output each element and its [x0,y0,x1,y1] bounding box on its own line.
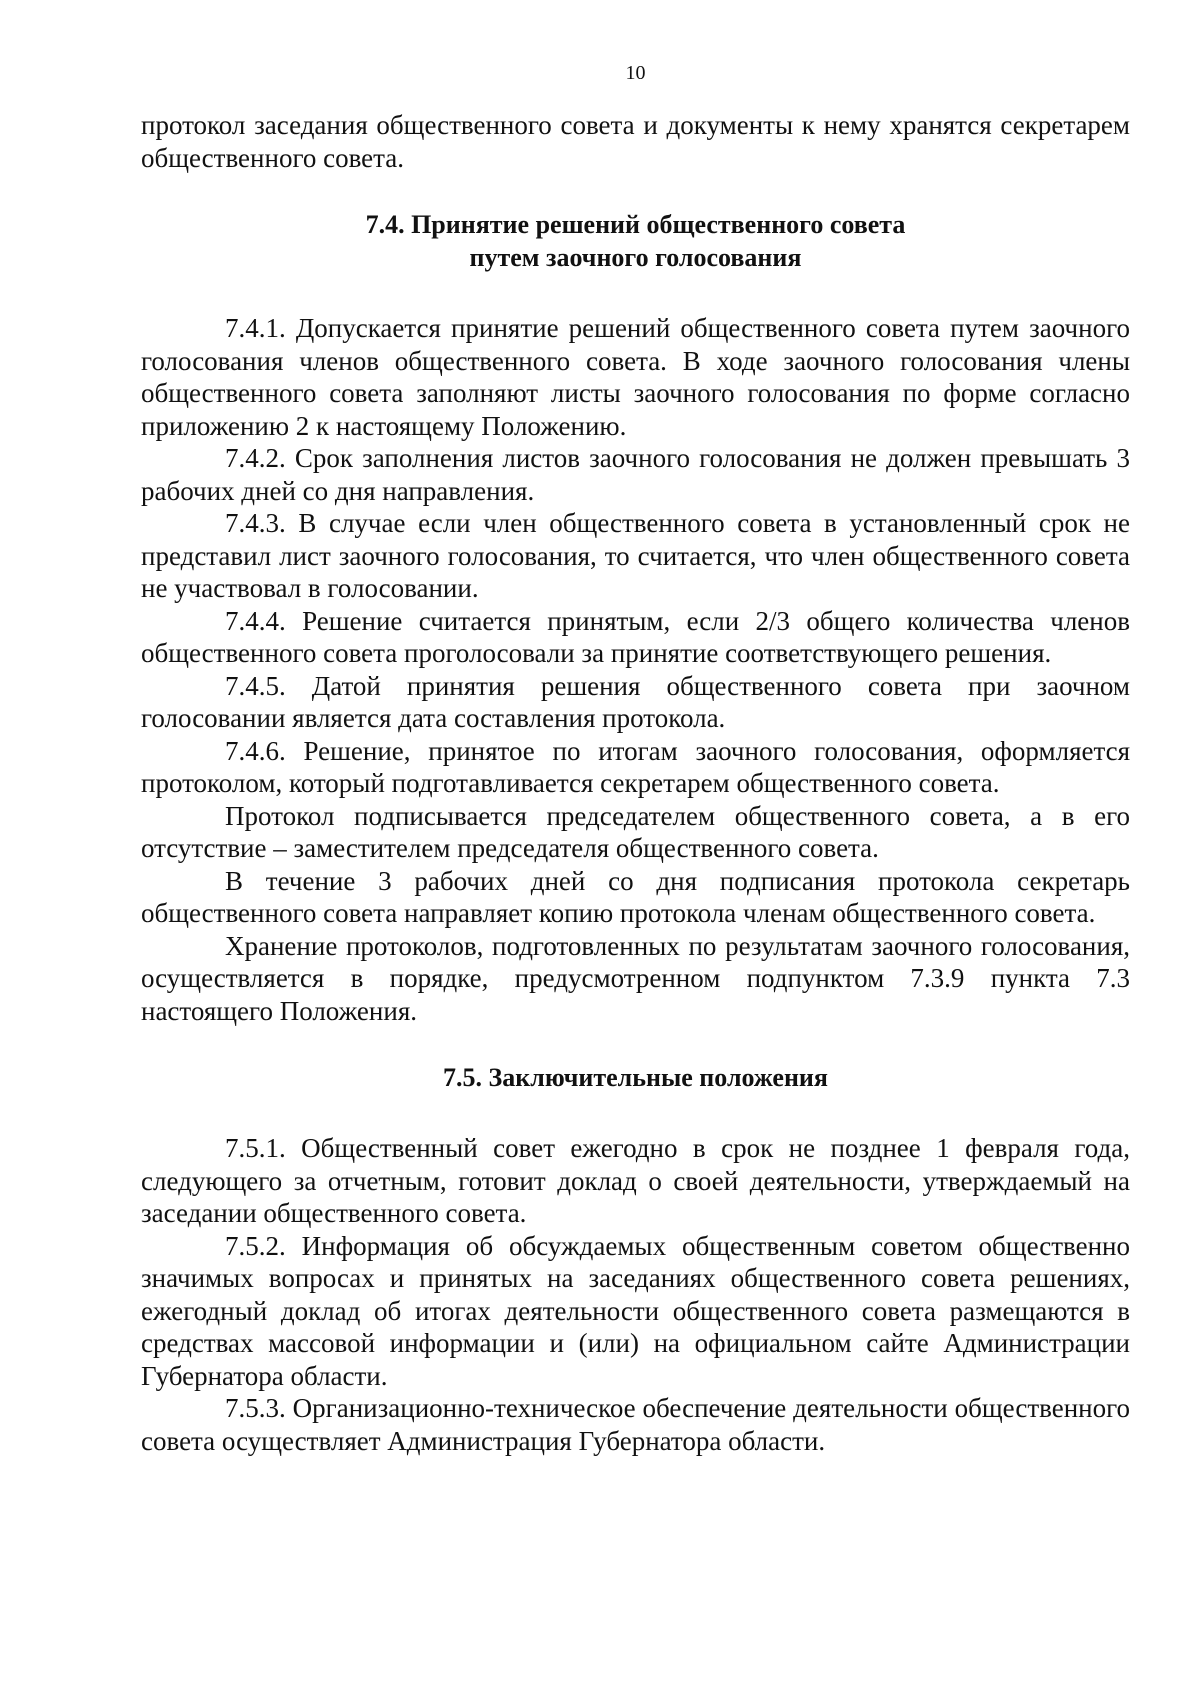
section-7-4-body [141,312,1130,1027]
paragraph-7-4-1: 7.4.1. Допускается принятие решений общественного совета путем заочного голосования членов общественного совета. В ходе заочного голосования члены общественного совета заполняют листы заочного голосования по форме согласно приложению 2 к настоящему Положению. [141,313,1130,441]
section-7-5-body [141,1132,1130,1457]
page-number: 10 [625,62,646,84]
paragraph-7-4-5: 7.4.5. Датой принятия решения общественного совета при заочном голосовании является дата составления протокола. [141,670,1130,733]
paragraph-protocol-copy: В течение 3 рабочих дней со дня подписания протокола секретарь общественного совета направляет копию протокола членам общественного совета. [141,865,1130,928]
paragraph-7-4-6: 7.4.6. Решение, принятое по итогам заочного голосования, оформляется протоколом, который подготавливается секретарем общественного совета. [141,735,1130,798]
paragraph-7-5-2: 7.5.2. Информация об обсуждаемых общественным советом общественно значимых вопросах и принятых на заседаниях общественного совета решениях, ежегодный доклад об итогах деятельности общественного совета размещаются в средствах массовой информации и (или) на официальном сайте Администрации Губернатора области. [141,1230,1130,1391]
paragraph-7-5-3: 7.5.3. Организационно-техническое обеспечение деятельности общественного совета осуществляет Администрация Губернатора области. [141,1393,1130,1456]
section-7-4-heading [141,208,1130,274]
section-7-5-heading: 7.5. Заключительные положения [443,1063,828,1092]
paragraph-7-4-4: 7.4.4. Решение считается принятым, если 2/3 общего количества членов общественного совета проголосовали за принятие соответствующего решения. [141,605,1130,668]
intro-paragraph: протокол заседания общественного совета и документы к нему хранятся секретарем общественного совета. [141,110,1130,173]
paragraph-7-5-1: 7.5.1. Общественный совет ежегодно в срок не позднее 1 февраля года, следующего за отчетным, готовит доклад о своей деятельности, утверждаемый на заседании общественного совета. [141,1133,1130,1228]
section-7-4-heading-line2: путем заочного голосования [469,243,802,272]
section-7-4-heading-line1: 7.4. Принятие решений общественного совета [365,210,906,239]
paragraph-protocol-signing: Протокол подписывается председателем общественного совета, а в его отсутствие – заместителем председателя общественного совета. [141,800,1130,863]
section-7-5-heading-block [141,1061,1130,1094]
paragraph-7-4-3: 7.4.3. В случае если член общественного совета в установленный срок не представил лист заочного голосования, то считается, что член общественного совета не участвовал в голосовании. [141,508,1130,603]
paragraph-7-4-2: 7.4.2. Срок заполнения листов заочного голосования не должен превышать 3 рабочих дней со дня направления. [141,443,1130,506]
paragraph-protocol-storage: Хранение протоколов, подготовленных по результатам заочного голосования, осуществляется в порядке, предусмотренном подпунктом 7.3.9 пункта 7.3 настоящего Положения. [141,930,1130,1026]
